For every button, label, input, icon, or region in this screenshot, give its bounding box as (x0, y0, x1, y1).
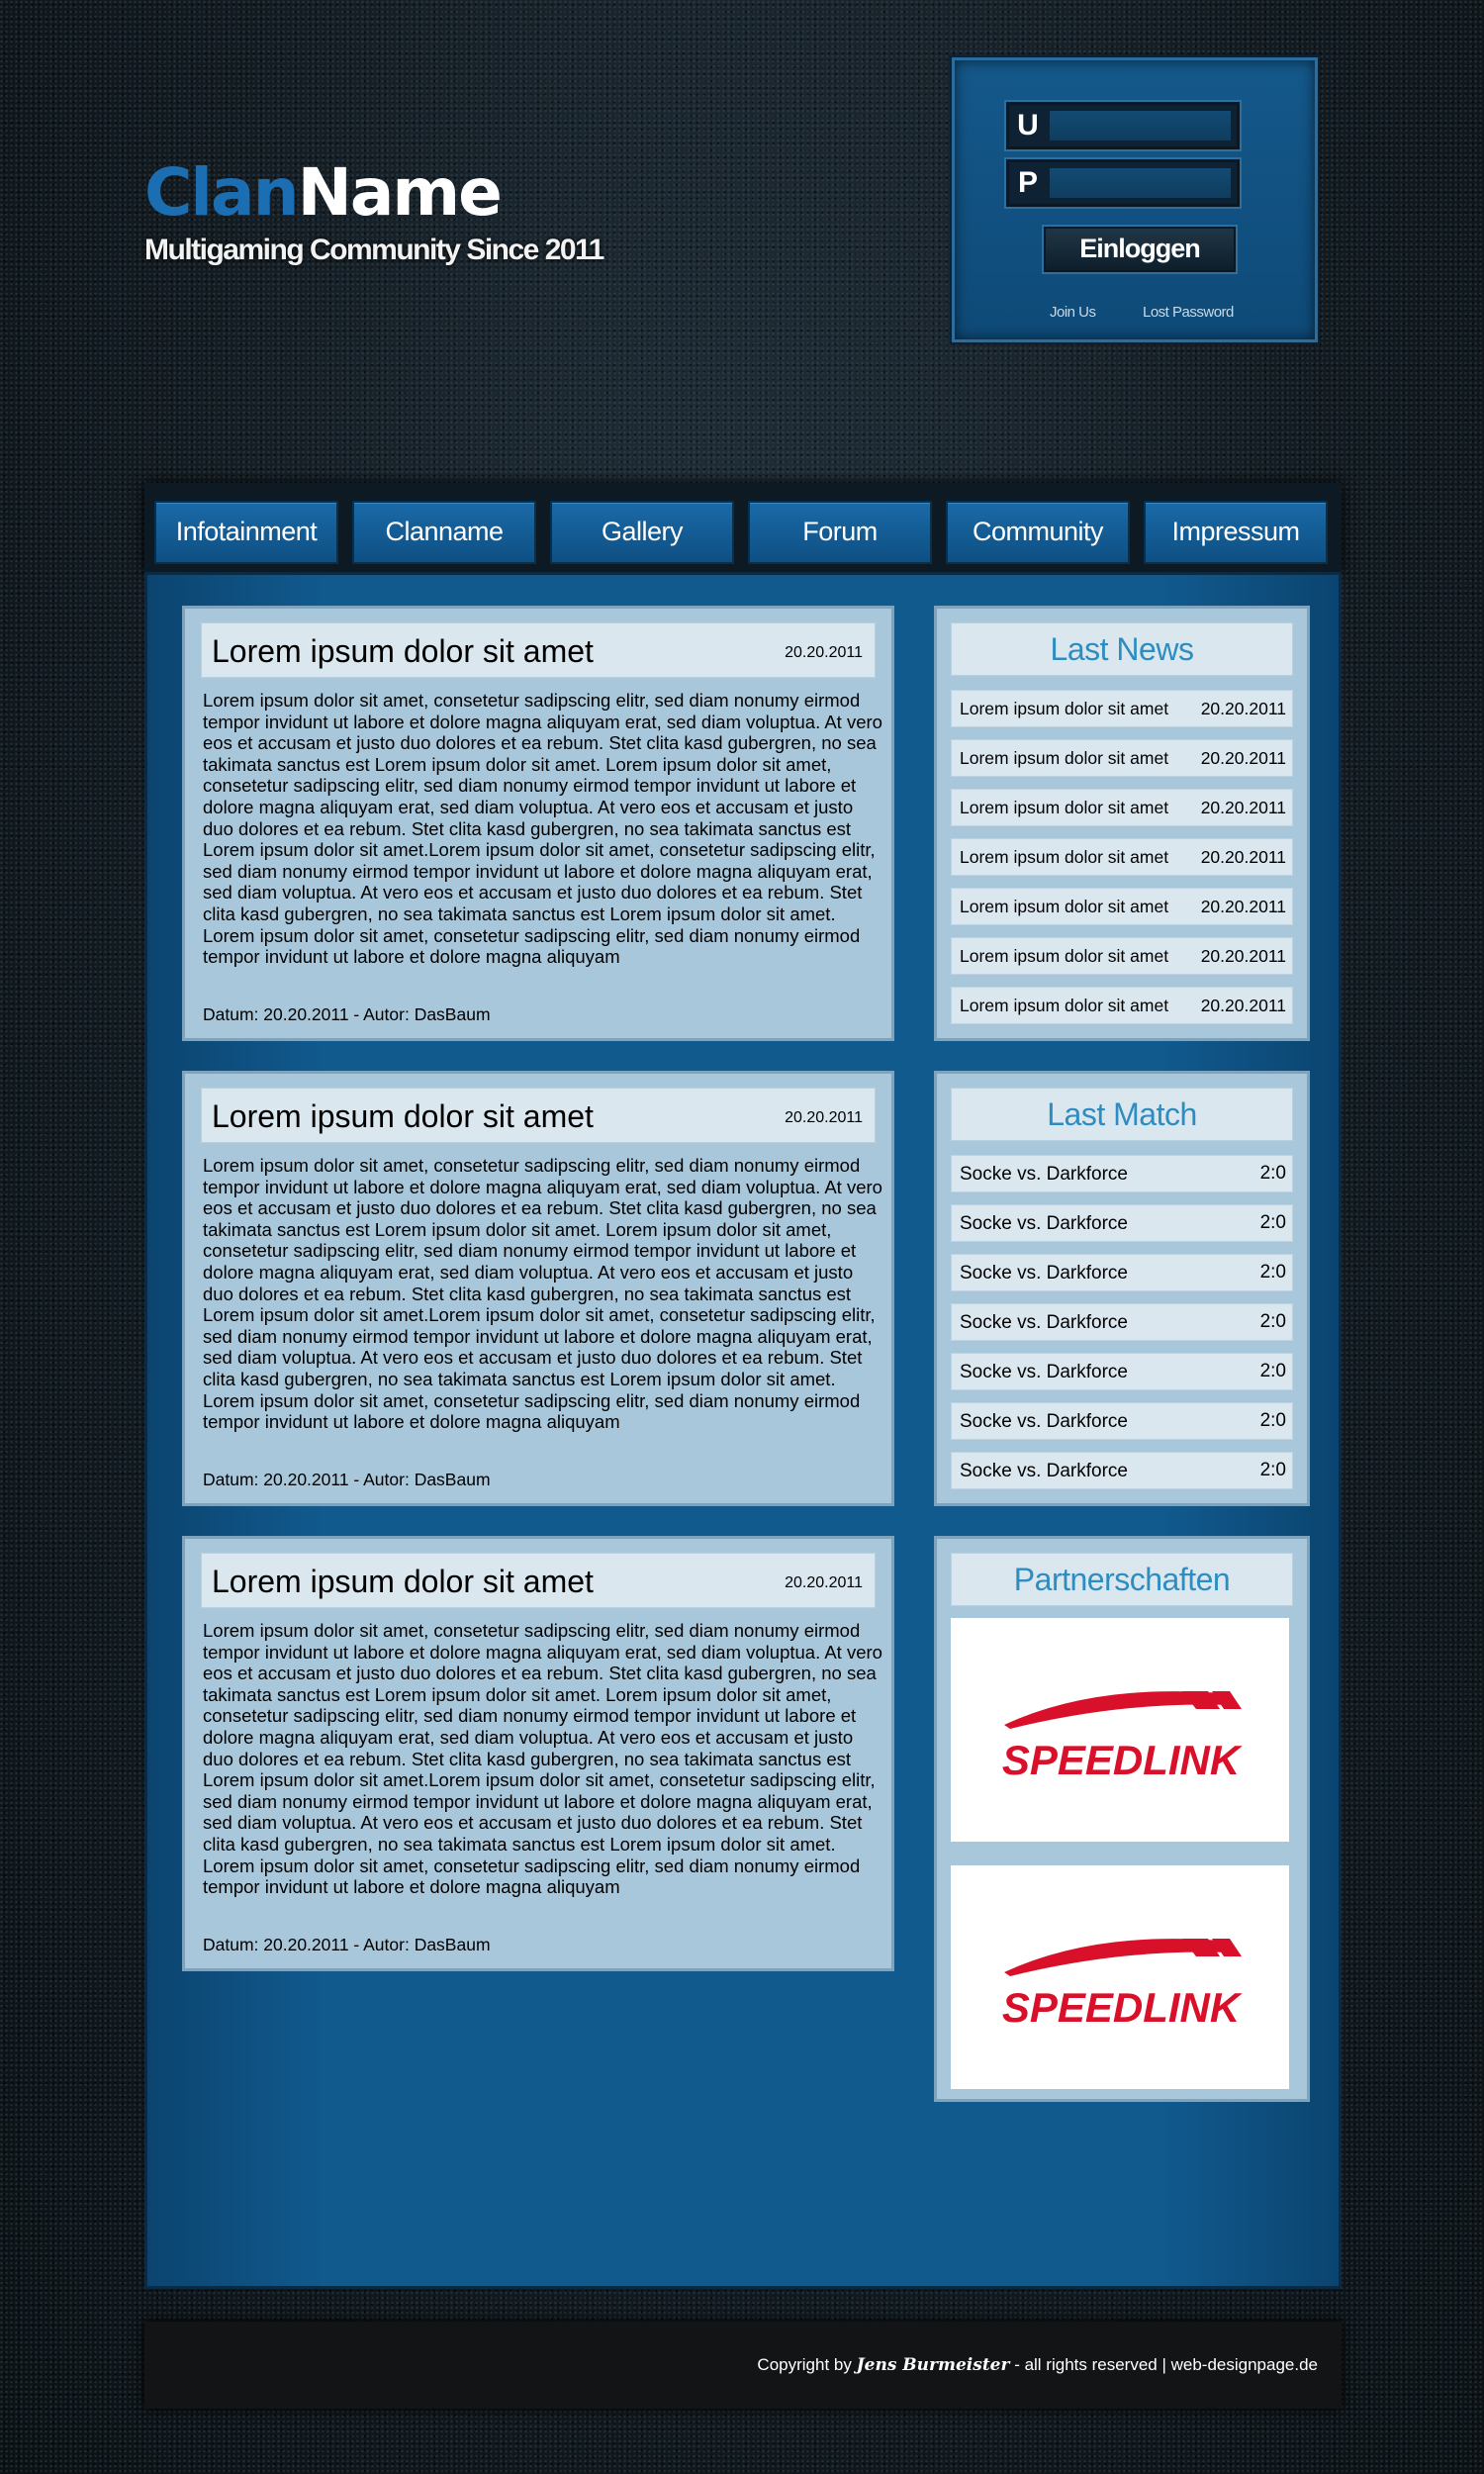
speedlink-logo-icon (974, 1677, 1267, 1786)
news-item-date: 20.20.2011 (1200, 798, 1286, 817)
partners-panel (934, 1536, 1310, 2102)
nav-item-forum[interactable]: Forum (748, 501, 932, 564)
news-item[interactable] (951, 739, 1293, 777)
match-teams: Socke vs. Darkforce (960, 1213, 1128, 1234)
match-teams: Socke vs. Darkforce (960, 1312, 1128, 1333)
post-date: 20.20.2011 (785, 1574, 863, 1591)
footer (144, 2322, 1342, 2409)
news-item-text: Lorem ipsum dolor sit amet (960, 699, 1169, 718)
news-item[interactable] (951, 987, 1293, 1024)
username-label: U (1017, 109, 1039, 142)
news-item-text: Lorem ipsum dolor sit amet (960, 798, 1169, 817)
password-label: P (1017, 166, 1038, 199)
login-button[interactable]: Einloggen (1044, 227, 1236, 272)
last-match-panel (934, 1071, 1310, 1506)
match-score: 2:0 (1259, 1212, 1286, 1233)
partner-logo-text: SPEEDLINK (1001, 1737, 1241, 1783)
post-body: Lorem ipsum dolor sit amet, consetetur sadipscing elitr, sed diam nonumy eirmod tempor invidunt ut labore et dolore magna aliquyam erat, sed diam voluptua. At vero eos et accusam et justo duo dolores et ea rebum. Stet clita kasd gubergren, no sea takimata sanctus est Lorem ipsum dolor sit amet. Lorem ipsum dolor sit amet, consetetur sadipscing elitr, sed diam nonumy eirmod tempor invidunt ut labore et dolore magna aliquyam erat, sed diam voluptua. At vero eos et accusam et justo duo dolores et ea rebum. Stet clita kasd gubergren, no sea takimata sanctus est Lorem ipsum dolor sit amet.Lorem ipsum dolor sit amet, consetetur sadipscing elitr, sed diam nonumy eirmod tempor invidunt ut labore et dolore magna aliquyam erat, sed diam voluptua. At vero eos et accusam et justo duo dolores et ea rebum. Stet clita kasd gubergren, no sea takimata sanctus est Lorem ipsum dolor sit amet. Lorem ipsum dolor sit amet, consetetur sadipscing elitr, sed diam nonumy eirmod tempor invidunt ut labore et dolore magna aliquyam (203, 1155, 882, 1433)
match-item[interactable] (951, 1353, 1293, 1390)
match-score: 2:0 (1259, 1361, 1286, 1381)
username-row (1006, 102, 1240, 149)
footer-signature: Jens Burmeister (856, 2355, 1010, 2375)
news-item-date: 20.20.2011 (1200, 946, 1286, 966)
match-item[interactable] (951, 1155, 1293, 1192)
news-item-date: 20.20.2011 (1200, 748, 1286, 768)
post-meta: Datum: 20.20.2011 - Autor: DasBaum (203, 1935, 491, 1954)
news-item-date: 20.20.2011 (1200, 699, 1286, 718)
post-date: 20.20.2011 (785, 644, 863, 661)
news-item-date: 20.20.2011 (1200, 847, 1286, 867)
last-news-panel (934, 606, 1310, 1041)
match-item[interactable] (951, 1303, 1293, 1341)
match-score: 2:0 (1259, 1262, 1286, 1283)
tagline: Multigaming Community Since 2011 (144, 234, 603, 266)
post-date: 20.20.2011 (785, 1109, 863, 1126)
news-item[interactable] (951, 690, 1293, 727)
news-post (182, 1536, 894, 1971)
news-post (182, 606, 894, 1041)
news-item-text: Lorem ipsum dolor sit amet (960, 946, 1169, 966)
match-score: 2:0 (1259, 1460, 1286, 1480)
news-item-text: Lorem ipsum dolor sit amet (960, 748, 1169, 768)
footer-copyright (757, 2355, 1318, 2375)
speedlink-logo-icon (974, 1925, 1267, 2034)
news-item[interactable] (951, 838, 1293, 876)
main-nav (144, 483, 1342, 572)
footer-prefix: Copyright by (757, 2355, 852, 2374)
logo-title (144, 154, 603, 231)
news-post (182, 1071, 894, 1506)
match-teams: Socke vs. Darkforce (960, 1164, 1128, 1185)
partner-logo-text: SPEEDLINK (1001, 1984, 1241, 2031)
match-teams: Socke vs. Darkforce (960, 1263, 1128, 1284)
nav-item-clanname[interactable]: Clanname (352, 501, 536, 564)
post-header (201, 1553, 876, 1608)
news-item[interactable] (951, 937, 1293, 975)
post-meta: Datum: 20.20.2011 - Autor: DasBaum (203, 1004, 491, 1024)
match-score: 2:0 (1259, 1311, 1286, 1332)
login-box (952, 57, 1318, 342)
news-item-date: 20.20.2011 (1200, 996, 1286, 1015)
news-item-text: Lorem ipsum dolor sit amet (960, 897, 1169, 916)
match-item[interactable] (951, 1402, 1293, 1440)
join-us-link[interactable]: Join Us (1050, 304, 1096, 321)
lost-password-link[interactable]: Lost Password (1143, 304, 1234, 321)
footer-suffix: - all rights reserved | web-designpage.de (1014, 2355, 1318, 2374)
match-item[interactable] (951, 1452, 1293, 1489)
nav-item-impressum[interactable]: Impressum (1144, 501, 1328, 564)
post-header (201, 1088, 876, 1143)
post-title[interactable]: Lorem ipsum dolor sit amet (212, 633, 594, 669)
post-meta: Datum: 20.20.2011 - Autor: DasBaum (203, 1470, 491, 1489)
partner-logo-speedlink[interactable] (951, 1865, 1289, 2089)
logo-clan: Clan (144, 154, 298, 231)
password-input[interactable] (1049, 167, 1232, 199)
post-header (201, 622, 876, 678)
nav-item-infotainment[interactable]: Infotainment (154, 501, 338, 564)
partners-title: Partnerschaften (951, 1553, 1293, 1606)
news-item-text: Lorem ipsum dolor sit amet (960, 847, 1169, 867)
username-input[interactable] (1049, 110, 1232, 142)
post-body: Lorem ipsum dolor sit amet, consetetur sadipscing elitr, sed diam nonumy eirmod tempor invidunt ut labore et dolore magna aliquyam erat, sed diam voluptua. At vero eos et accusam et justo duo dolores et ea rebum. Stet clita kasd gubergren, no sea takimata sanctus est Lorem ipsum dolor sit amet. Lorem ipsum dolor sit amet, consetetur sadipscing elitr, sed diam nonumy eirmod tempor invidunt ut labore et dolore magna aliquyam erat, sed diam voluptua. At vero eos et accusam et justo duo dolores et ea rebum. Stet clita kasd gubergren, no sea takimata sanctus est Lorem ipsum dolor sit amet.Lorem ipsum dolor sit amet, consetetur sadipscing elitr, sed diam nonumy eirmod tempor invidunt ut labore et dolore magna aliquyam erat, sed diam voluptua. At vero eos et accusam et justo duo dolores et ea rebum. Stet clita kasd gubergren, no sea takimata sanctus est Lorem ipsum dolor sit amet. Lorem ipsum dolor sit amet, consetetur sadipscing elitr, sed diam nonumy eirmod tempor invidunt ut labore et dolore magna aliquyam (203, 1620, 882, 1898)
post-title[interactable]: Lorem ipsum dolor sit amet (212, 1098, 594, 1134)
post-body: Lorem ipsum dolor sit amet, consetetur sadipscing elitr, sed diam nonumy eirmod tempor invidunt ut labore et dolore magna aliquyam erat, sed diam voluptua. At vero eos et accusam et justo duo dolores et ea rebum. Stet clita kasd gubergren, no sea takimata sanctus est Lorem ipsum dolor sit amet. Lorem ipsum dolor sit amet, consetetur sadipscing elitr, sed diam nonumy eirmod tempor invidunt ut labore et dolore magna aliquyam erat, sed diam voluptua. At vero eos et accusam et justo duo dolores et ea rebum. Stet clita kasd gubergren, no sea takimata sanctus est Lorem ipsum dolor sit amet.Lorem ipsum dolor sit amet, consetetur sadipscing elitr, sed diam nonumy eirmod tempor invidunt ut labore et dolore magna aliquyam erat, sed diam voluptua. At vero eos et accusam et justo duo dolores et ea rebum. Stet clita kasd gubergren, no sea takimata sanctus est Lorem ipsum dolor sit amet. Lorem ipsum dolor sit amet, consetetur sadipscing elitr, sed diam nonumy eirmod tempor invidunt ut labore et dolore magna aliquyam (203, 690, 882, 968)
match-teams: Socke vs. Darkforce (960, 1411, 1128, 1432)
nav-item-community[interactable]: Community (946, 501, 1130, 564)
last-news-title: Last News (951, 622, 1293, 676)
nav-item-gallery[interactable]: Gallery (550, 501, 734, 564)
match-teams: Socke vs. Darkforce (960, 1362, 1128, 1382)
news-item[interactable] (951, 789, 1293, 826)
logo-name: Name (297, 154, 501, 231)
post-title[interactable]: Lorem ipsum dolor sit amet (212, 1564, 594, 1599)
site-logo[interactable] (144, 154, 603, 267)
match-item[interactable] (951, 1254, 1293, 1291)
match-teams: Socke vs. Darkforce (960, 1461, 1128, 1481)
news-item-date: 20.20.2011 (1200, 897, 1286, 916)
news-item-text: Lorem ipsum dolor sit amet (960, 996, 1169, 1015)
partner-logo-speedlink[interactable] (951, 1618, 1289, 1842)
news-item[interactable] (951, 888, 1293, 925)
match-item[interactable] (951, 1204, 1293, 1242)
match-score: 2:0 (1259, 1163, 1286, 1184)
password-row (1006, 159, 1240, 207)
match-score: 2:0 (1259, 1410, 1286, 1431)
last-match-title: Last Match (951, 1088, 1293, 1141)
